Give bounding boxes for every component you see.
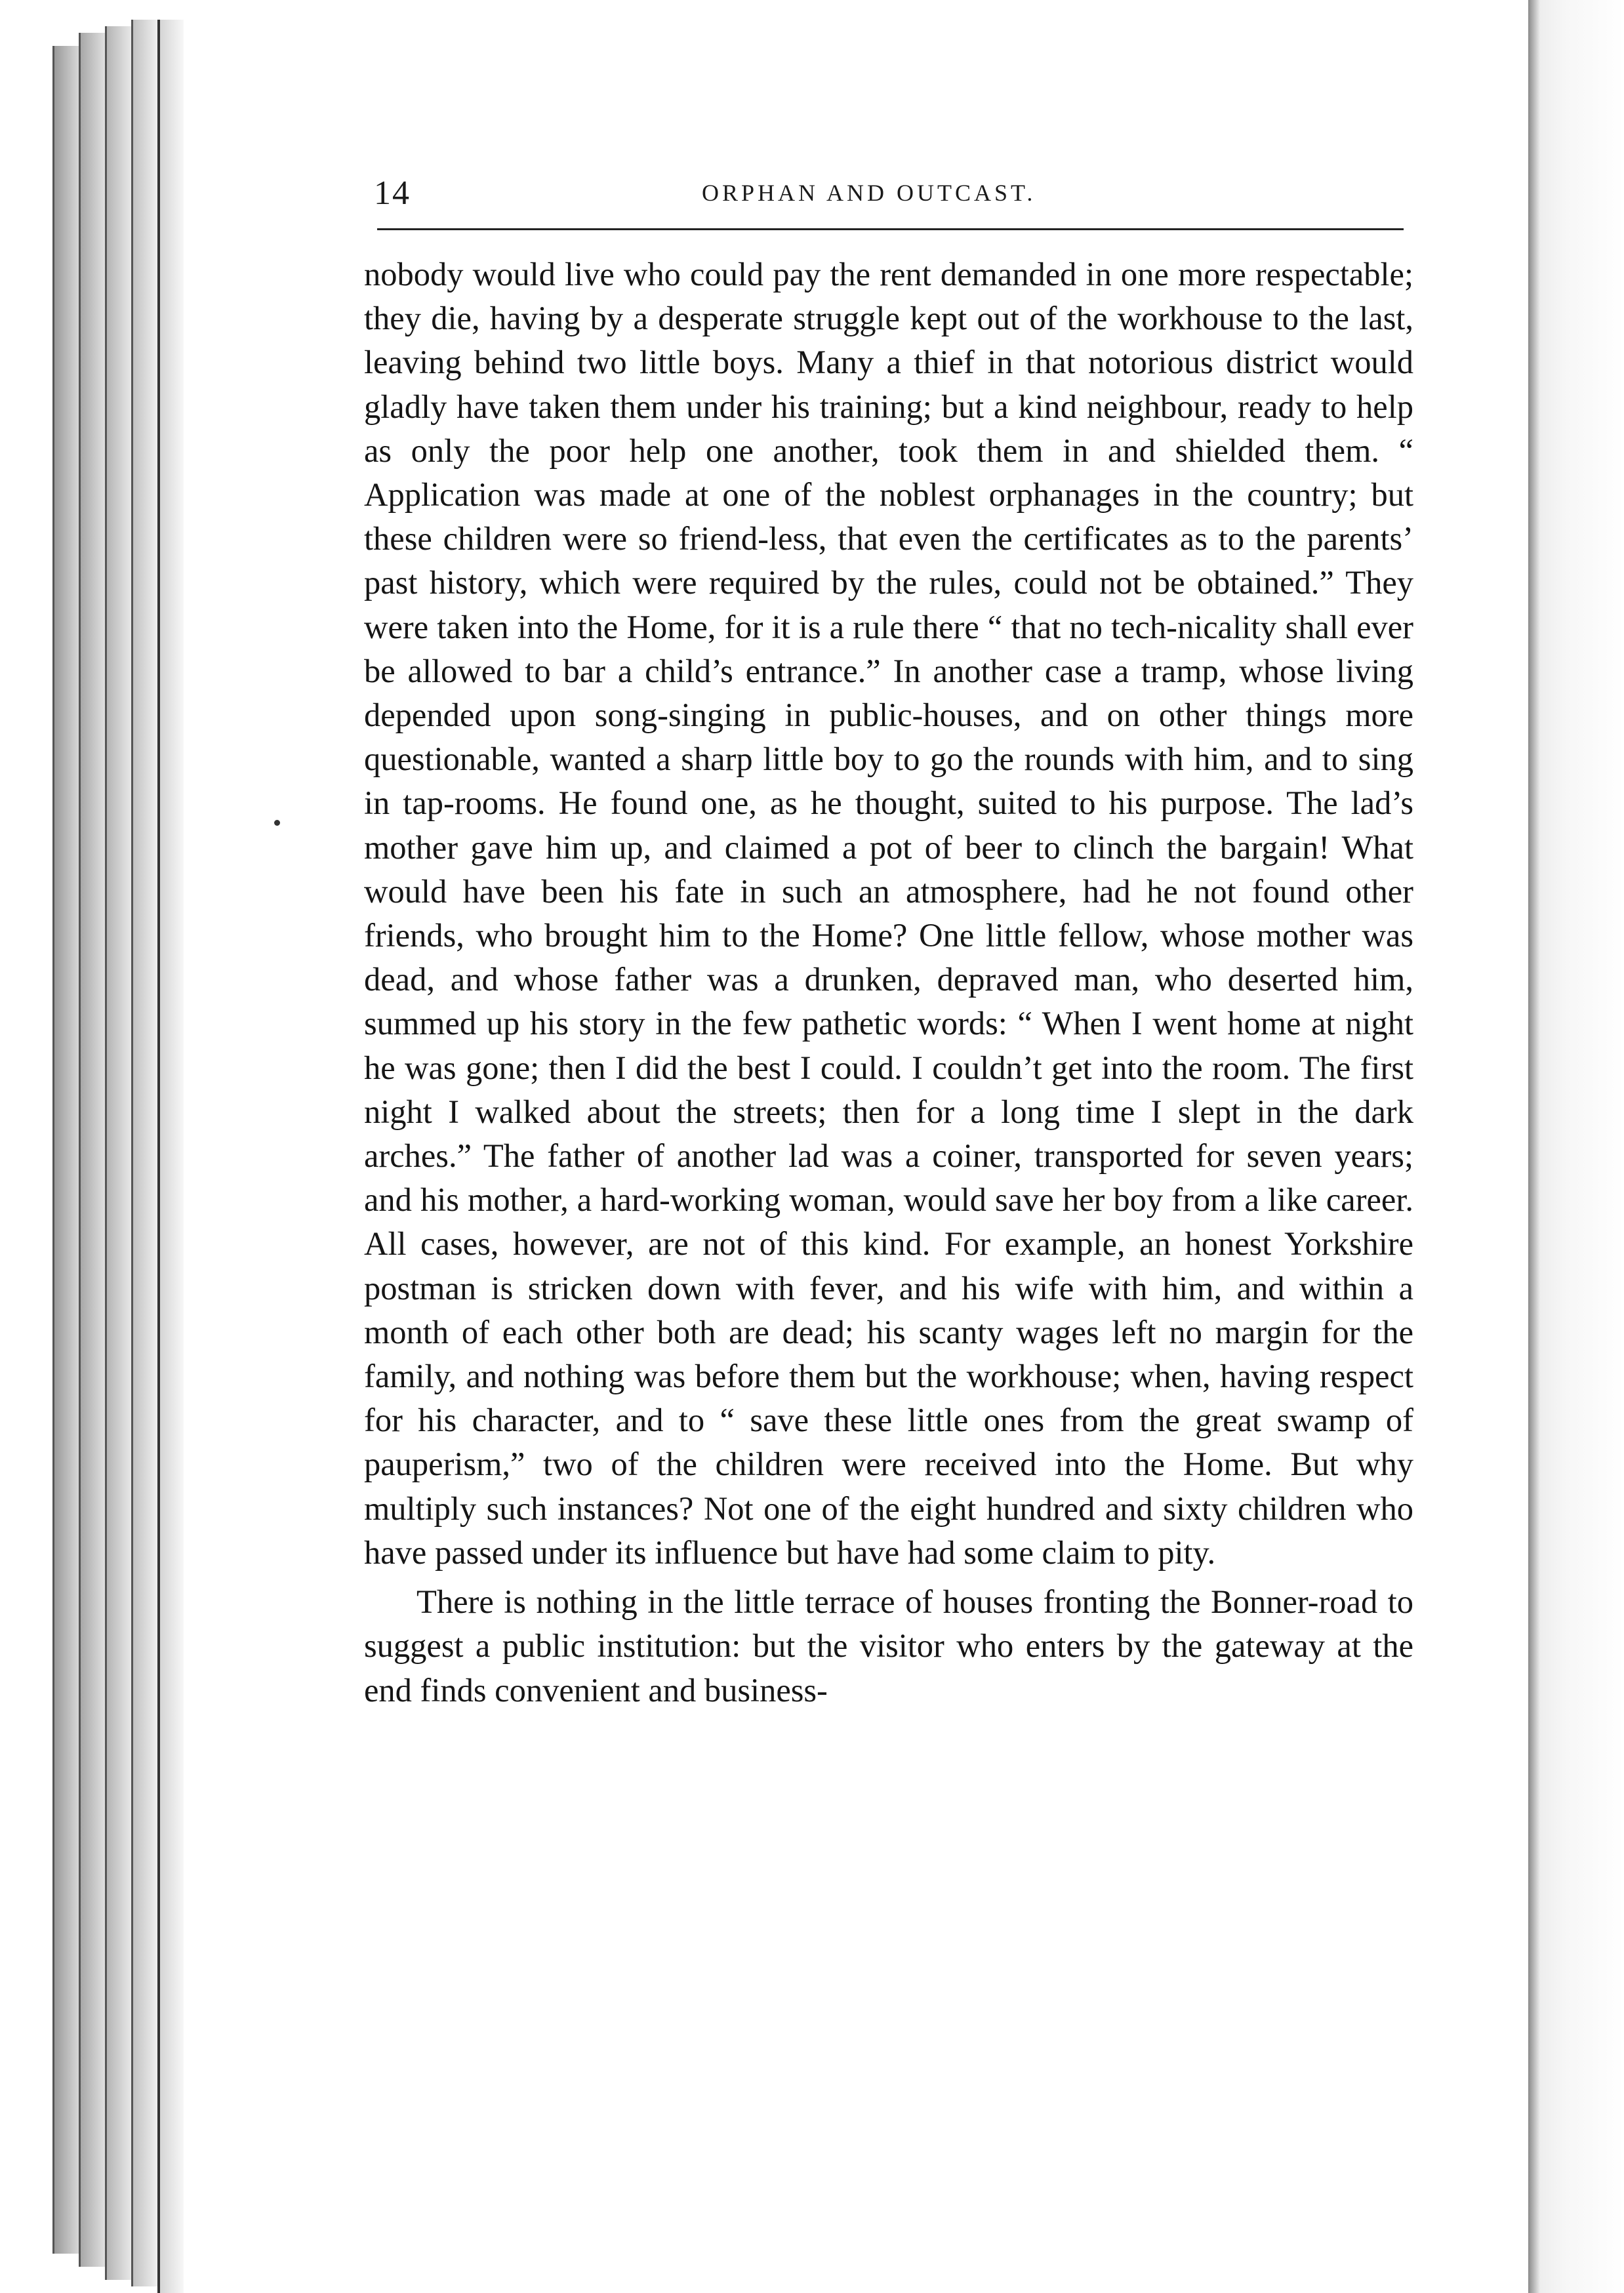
header-rule — [377, 228, 1404, 230]
book-page-edges — [52, 20, 184, 2293]
page-edge — [157, 20, 186, 2293]
page-edge — [131, 20, 159, 2286]
body-text — [364, 253, 1413, 1713]
paragraph: nobody would live who could pay the rent demanded in one more respectable; they die, having by a desperate struggle kept out of the workhouse to the last, leaving behind two little boys. Many a thief in that notorious district would gladly have taken them under his training; but a kind neighbour, ready to help as only the poor help one another, took them in and shielded them. “ Application was made at one of the noblest orphanages in the country; but these children were so friend-less, that even the certificates as to the parents’ past history, which were required by the rules, could not be obtained.” They were taken into the Home, for it is a rule there “ that no tech-nicality shall ever be allowed to bar a child’s entrance.” In another case a tramp, whose living depended upon song-singing in public-houses, and on other things more questionable, wanted a sharp little boy to go the rounds with him, and to sing in tap-rooms. He found one, as he thought, suited to his purpose. The lad’s mother gave him up, and claimed a pot of beer to clinch the bargain! What would have been his fate in such an atmosphere, had he not found other friends, who brought him to the Home? One little fellow, whose mother was dead, and whose father was a drunken, depraved man, who deserted him, summed up his story in the few pathetic words: “ When I went home at night he was gone; then I did the best I could. I couldn’t get into the room. The first night I walked about the streets; then for a long time I slept in the dark arches.” The father of another lad was a coiner, transported for seven years; and his mother, a hard-working woman, would save her boy from a like career. All cases, however, are not of this kind. For example, an honest Yorkshire postman is stricken down with fever, and his wife with him, and within a month of each other both are dead; his scanty wages left no margin for the family, and nothing was before them but the workhouse; when, having respect for his character, and to “ save these little ones from the great swamp of pauperism,” two of the children were received into the Home. But why multiply such instances? Not one of the eight hundred and sixty children who have passed under its influence but have had some claim to pity. — [364, 256, 1413, 1571]
running-title: ORPHAN AND OUTCAST. — [702, 180, 1036, 206]
page-number: 14 — [374, 174, 411, 212]
page-edge — [52, 46, 81, 2254]
page-edge — [105, 26, 133, 2280]
gutter-shadow — [1528, 0, 1540, 2293]
running-head — [374, 174, 1515, 213]
ink-speck — [274, 820, 280, 826]
paragraph: There is nothing in the little terrace of houses fronting the Bonner-road to suggest a public institution: but the visitor who enters by the gateway at the end finds convenient and business- — [364, 1583, 1413, 1709]
page-edge — [79, 33, 107, 2267]
facing-page-edge — [1528, 0, 1624, 2293]
